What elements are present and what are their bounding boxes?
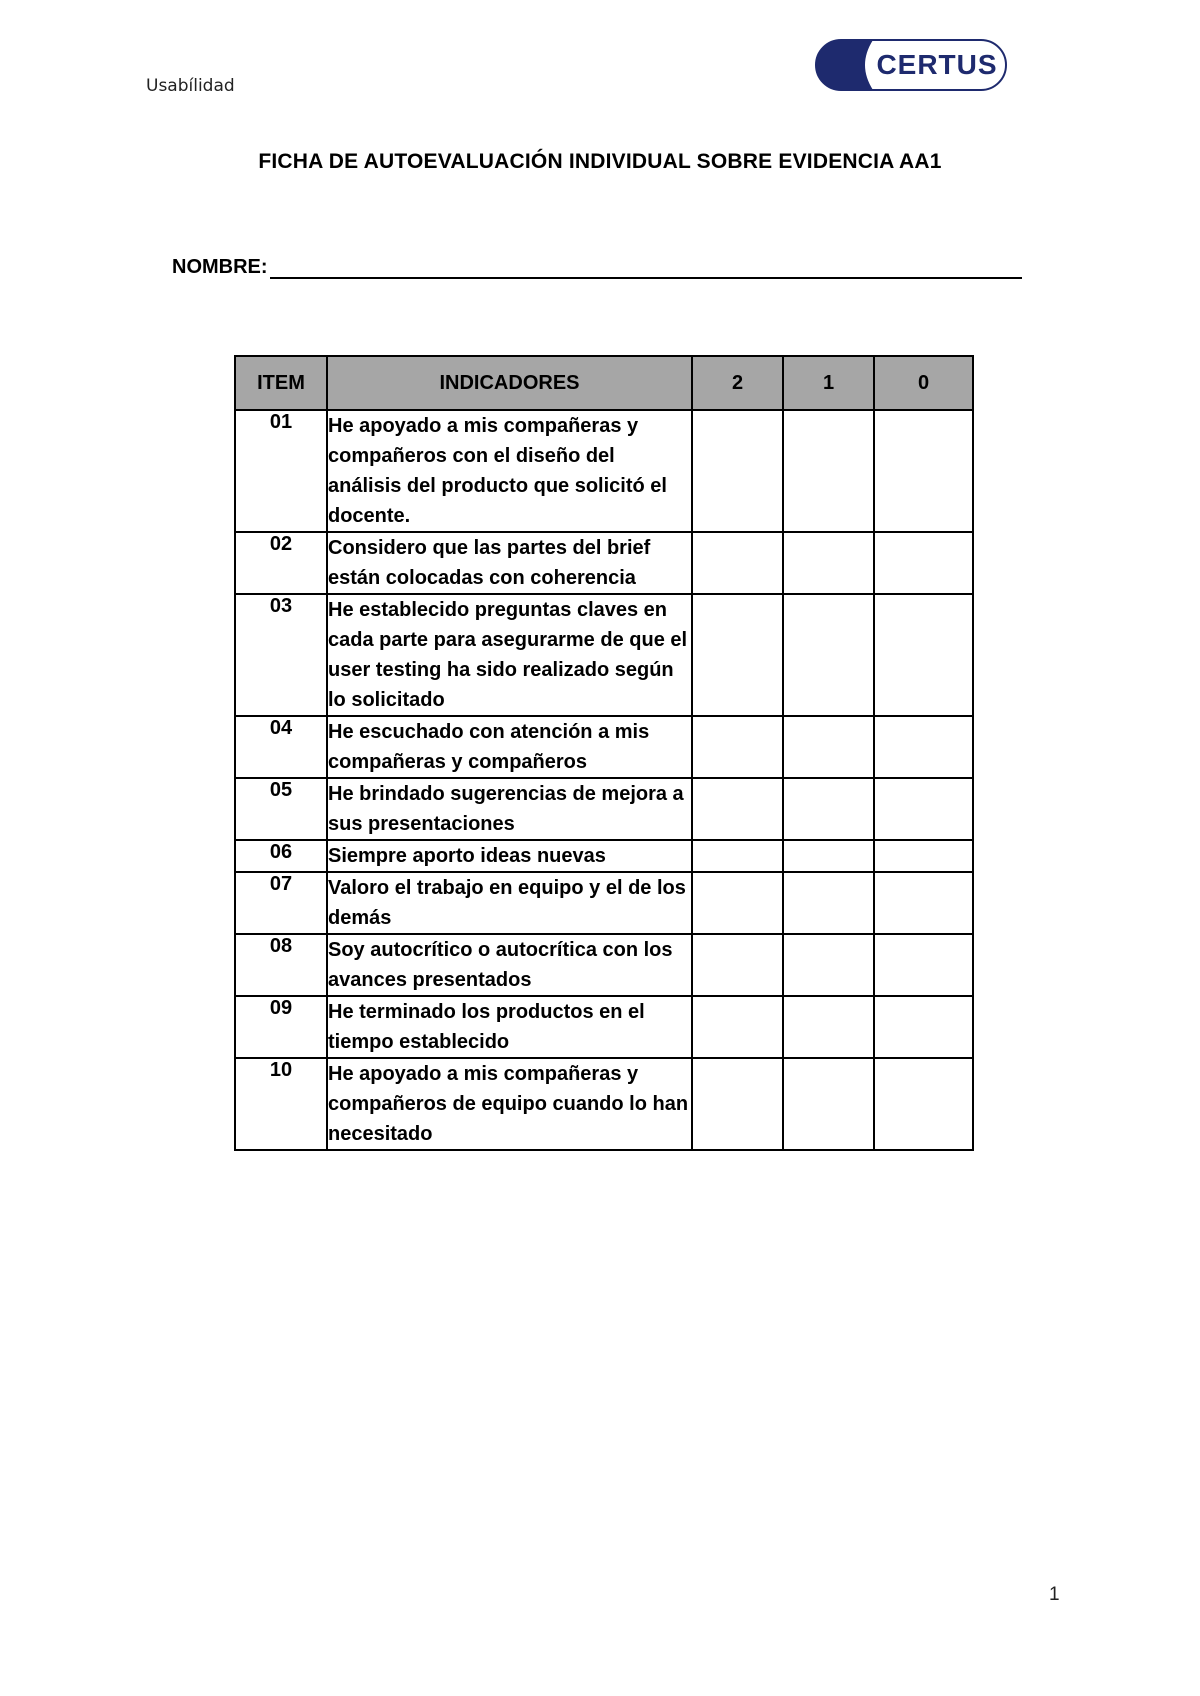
score-cell-1[interactable] [783, 872, 874, 934]
score-cell-0[interactable] [874, 840, 973, 872]
item-number: 06 [235, 840, 327, 872]
score-cell-0[interactable] [874, 532, 973, 594]
indicator-text: He establecido preguntas claves en cada parte para asegurarme de que el user testing ha sido realizado según lo solicitado [327, 594, 692, 716]
indicator-text: He apoyado a mis compañeras y compañeros con el diseño del análisis del producto que solicitó el docente. [327, 410, 692, 532]
indicator-text: He apoyado a mis compañeras y compañeros de equipo cuando lo han necesitado [327, 1058, 692, 1150]
score-cell-2[interactable] [692, 410, 783, 532]
evaluation-table [234, 355, 974, 1151]
indicator-text: He brindado sugerencias de mejora a sus presentaciones [327, 778, 692, 840]
score-cell-2[interactable] [692, 594, 783, 716]
indicator-text: Soy autocrítico o autocrítica con los avances presentados [327, 934, 692, 996]
score-cell-0[interactable] [874, 996, 973, 1058]
header-score-0: 0 [874, 356, 973, 410]
item-number: 10 [235, 1058, 327, 1150]
table-header-row [235, 356, 973, 410]
score-cell-2[interactable] [692, 872, 783, 934]
score-cell-1[interactable] [783, 410, 874, 532]
score-cell-2[interactable] [692, 716, 783, 778]
score-cell-1[interactable] [783, 594, 874, 716]
score-cell-1[interactable] [783, 532, 874, 594]
item-number: 04 [235, 716, 327, 778]
svg-text:CERTUS: CERTUS [876, 49, 998, 80]
item-number: 01 [235, 410, 327, 532]
table-row [235, 532, 973, 594]
item-number: 03 [235, 594, 327, 716]
score-cell-0[interactable] [874, 410, 973, 532]
table-row [235, 778, 973, 840]
score-cell-1[interactable] [783, 840, 874, 872]
name-field-row [172, 255, 1022, 279]
item-number: 09 [235, 996, 327, 1058]
indicator-text: He terminado los productos en el tiempo establecido [327, 996, 692, 1058]
item-number: 05 [235, 778, 327, 840]
score-cell-0[interactable] [874, 934, 973, 996]
item-number: 07 [235, 872, 327, 934]
score-cell-1[interactable] [783, 934, 874, 996]
indicator-text: Valoro el trabajo en equipo y el de los demás [327, 872, 692, 934]
certus-logo [815, 39, 1007, 91]
score-cell-0[interactable] [874, 594, 973, 716]
table-row [235, 934, 973, 996]
score-cell-0[interactable] [874, 872, 973, 934]
table-row [235, 716, 973, 778]
score-cell-2[interactable] [692, 934, 783, 996]
name-input-line[interactable] [270, 255, 1022, 279]
name-label: NOMBRE: [172, 256, 268, 278]
header-indicators: INDICADORES [327, 356, 692, 410]
score-cell-2[interactable] [692, 996, 783, 1058]
table-row [235, 1058, 973, 1150]
score-cell-1[interactable] [783, 996, 874, 1058]
score-cell-0[interactable] [874, 778, 973, 840]
score-cell-2[interactable] [692, 532, 783, 594]
table-row [235, 996, 973, 1058]
score-cell-0[interactable] [874, 716, 973, 778]
page-title: FICHA DE AUTOEVALUACIÓN INDIVIDUAL SOBRE EVIDENCIA AA1 [258, 150, 942, 173]
score-cell-1[interactable] [783, 716, 874, 778]
item-number: 02 [235, 532, 327, 594]
score-cell-2[interactable] [692, 778, 783, 840]
score-cell-1[interactable] [783, 778, 874, 840]
score-cell-0[interactable] [874, 1058, 973, 1150]
header-item: ITEM [235, 356, 327, 410]
indicator-text: Siempre aporto ideas nuevas [327, 840, 692, 872]
indicator-text: He escuchado con atención a mis compañeras y compañeros [327, 716, 692, 778]
score-cell-1[interactable] [783, 1058, 874, 1150]
score-cell-2[interactable] [692, 840, 783, 872]
table-row [235, 410, 973, 532]
item-number: 08 [235, 934, 327, 996]
header-score-2: 2 [692, 356, 783, 410]
table-row [235, 840, 973, 872]
header-document-label: Usabílidad [146, 76, 235, 96]
header-score-1: 1 [783, 356, 874, 410]
table-row [235, 872, 973, 934]
score-cell-2[interactable] [692, 1058, 783, 1150]
page-number: 1 [1049, 1584, 1060, 1605]
indicator-text: Considero que las partes del brief están colocadas con coherencia [327, 532, 692, 594]
table-row [235, 594, 973, 716]
